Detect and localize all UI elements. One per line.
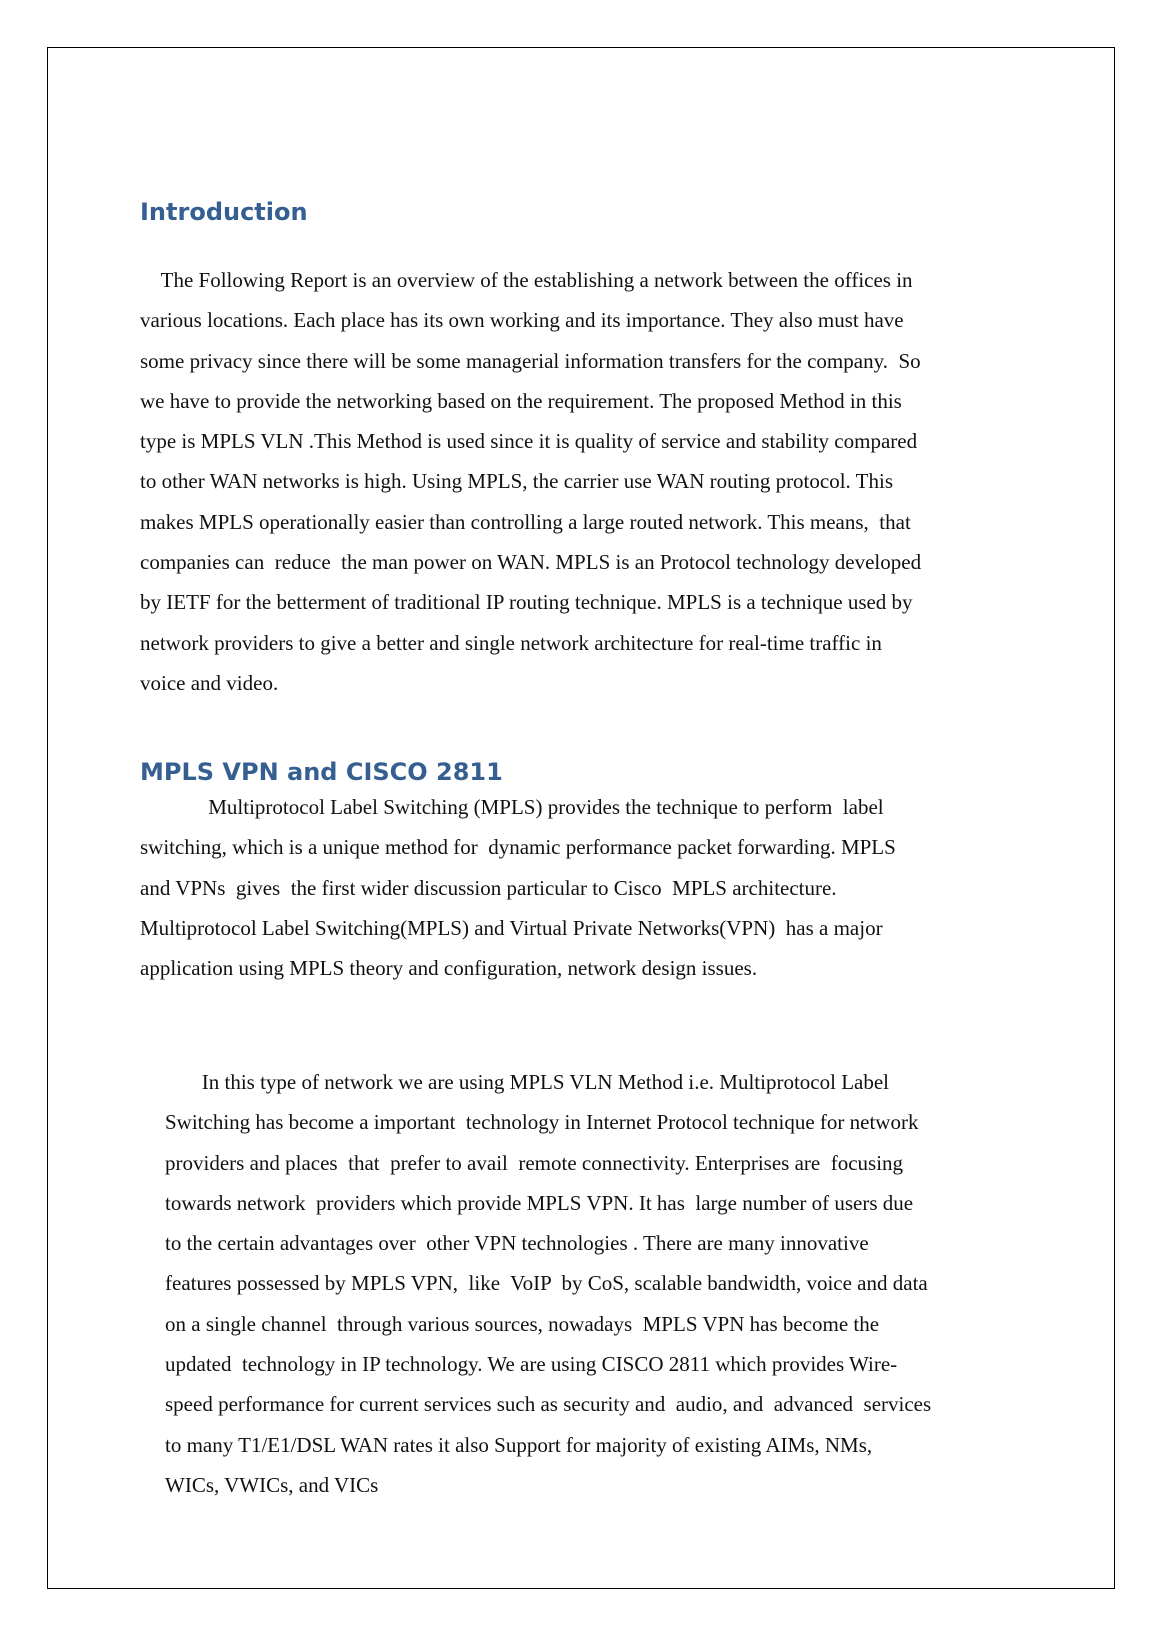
text-line: Multiprotocol Label Switching(MPLS) and Virtual Private Networks(VPN) has a major — [140, 915, 883, 940]
text-line: towards network providers which provide MPLS VPN. It has large number of users due — [165, 1190, 914, 1215]
text-line: voice and video. — [140, 670, 279, 695]
text-line: speed performance for current services such as security and audio, and advanced services — [165, 1392, 932, 1417]
text-line: type is MPLS VLN .This Method is used since it is quality of service and stability compared — [140, 429, 918, 454]
text-line: some privacy since there will be some managerial information transfers for the company. So — [140, 348, 921, 373]
text-line: updated technology in IP technology. We are using CISCO 2811 which provides Wire- — [165, 1352, 898, 1377]
introduction-paragraph — [140, 260, 921, 703]
text-line: to other WAN networks is high. Using MPLS, the carrier use WAN routing protocol. This — [140, 469, 894, 494]
text-line: network providers to give a better and single network architecture for real-time traffic in — [140, 630, 882, 655]
mpls-vpn-heading: MPLS VPN and CISCO 2811 — [140, 758, 503, 786]
text-line: features possessed by MPLS VPN, like VoIP by CoS, scalable bandwidth, voice and data — [165, 1271, 928, 1296]
text-line: companies can reduce the man power on WAN. MPLS is an Protocol technology developed — [140, 550, 922, 575]
text-line: Multiprotocol Label Switching (MPLS) provides the technique to perform label — [140, 795, 884, 819]
text-line: makes MPLS operationally easier than controlling a large routed network. This means, that — [140, 509, 911, 534]
text-line: In this type of network we are using MPLS VLN Method i.e. Multiprotocol Label — [165, 1070, 890, 1094]
text-line: to the certain advantages over other VPN technologies . There are many innovative — [165, 1231, 869, 1256]
text-line: providers and places that prefer to avail remote connectivity. Enterprises are focusing — [165, 1150, 904, 1175]
text-line: WICs, VWICs, and VICs — [165, 1472, 379, 1497]
text-line: on a single channel through various sources, nowadays MPLS VPN has become the — [165, 1311, 880, 1336]
text-line: we have to provide the networking based on the requirement. The proposed Method in this — [140, 388, 902, 413]
text-line: The Following Report is an overview of the establishing a network between the offices in — [140, 268, 913, 292]
text-line: and VPNs gives the first wider discussion particular to Cisco MPLS architecture. — [140, 875, 837, 900]
text-line: application using MPLS theory and configuration, network design issues. — [140, 956, 758, 981]
mpls-paragraph — [140, 787, 896, 988]
text-line: switching, which is a unique method for dynamic performance packet forwarding. MPLS — [140, 835, 896, 860]
text-line: to many T1/E1/DSL WAN rates it also Support for majority of existing AIMs, NMs, — [165, 1432, 873, 1457]
network-paragraph — [165, 1062, 931, 1505]
text-line: by IETF for the betterment of traditional IP routing technique. MPLS is a technique used by — [140, 590, 913, 615]
introduction-heading: Introduction — [140, 198, 308, 226]
text-line: various locations. Each place has its own working and its importance. They also must have — [140, 308, 904, 333]
text-line: Switching has become a important technology in Internet Protocol technique for network — [165, 1110, 919, 1135]
